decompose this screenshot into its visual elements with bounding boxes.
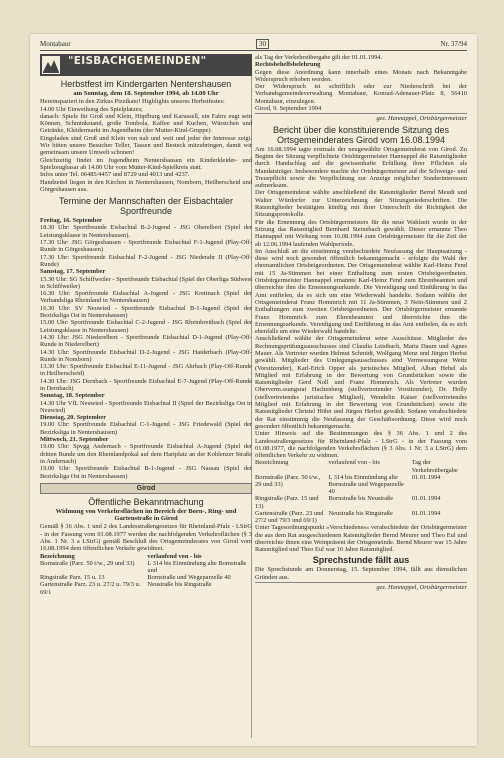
paragraph: Hereinspaziert in den Zirkus Pizzikato! Highlights unseres Herbstfestes:: [40, 98, 225, 106]
emblem-icon: [42, 56, 60, 74]
header-page-number: 30: [256, 39, 269, 49]
fixture: 19.00 Uhr: Sportfreunde Eisbachtal B-1-Jugend - JSG Nassau (Spiel der Bezirksliga Ost in Nentershausen): [40, 465, 252, 480]
section-banner-title: "EISBACHGEMEINDEN": [68, 55, 207, 67]
article-subtitle-herbstfest: am Sonntag, dem 18. September 1994, ab 14.00 Uhr: [73, 90, 219, 97]
table-cell: Gartenstraße Parz. 23 u. 27/2 u. 79/3 u. 69/1: [40, 581, 141, 596]
fixture: 15.00 Uhr: Sportfreunde Eisbachtal C-2-Jugend - JSG Rheinbreitbach (Spiel der Leistungsklasse in Nentershausen): [40, 319, 252, 334]
table-cell: 01.01.1994: [411, 509, 441, 517]
paragraph: Gemäß § 36 Abs. 1 und 2 des Landesstraßengesetzes für Rheinland-Pfalz - LStrG - in der Fassung vom 01.08.1977 werden die nachfolgenden Verkehrsflächen (§ 3 Abs. 1 Nr. 3 a LStrG) gemäß Beschluß des Ortsgemeinderates von Girod vom 16.08.1994 dem öffentlichen Verkehr gewidmet.: [40, 523, 252, 553]
table-cell: Ringstraße Parz. 15 u. 13: [40, 574, 105, 582]
paragraph: Girod, 9. September 1994: [255, 105, 322, 113]
fixture: 19.00 Uhr: Spvgg Andernach - Sportfreunde Eisbachtal A-Jugend (Spiel der dritten Runde um den Rheinlandpokal auf dem Hartplatz an der Koblenzer Straße in Andernach): [40, 443, 252, 465]
verkehrsflaechen-table: [255, 459, 467, 524]
fixture: 16.30 Uhr: Sportfreunde Eisbachtal A-Jugend - JSG Krettnach (Spiel der Verbandsliga Rheinland in Nentershausen): [40, 290, 252, 305]
table-row: [40, 581, 252, 595]
paragraph: Für die Ernennung des Ortsbürgermeisters für die neue Wahlzeit wurde in der Sitzung das Ratsmitglied Bernhard Steinebach gewählt. Dieser ernannte Theo Hannappel mit Wirkung vom 16.08.1994 zum Ortsbürgermeister für die Zeit der ab 12.06.1994 laufenden Wahlperiode.: [255, 218, 467, 248]
table-header-cell: Tag der Verkehrsübergabe: [411, 459, 458, 474]
article-title-bericht: Bericht über die konstituierende Sitzung des Ortsgemeinderates Girod vom 16.08.1994: [272, 124, 450, 145]
day-heading: Mittwoch, 21. September: [40, 436, 109, 444]
day-heading: Samstag, 17. September: [40, 268, 106, 276]
paragraph: Anschließend wählte der Ortsgemeinderat seine Ausschüsse. Mitglieder des Rechnungsprüfungsausschusses sind Claudia Leistbach, Maria Daum und Agnes Mauer. Als Vertreter wurden Helmut Schmidt, Wolfgang Menz und Jürgen Herbst gewählt. Mitglieder des Umlegungsausschusses sind Vermessungsrat Weitz (Vorsitzender), Karl-Erich Opper als juristisches Mitglied, Alban Hebel als Mitglied mit Erfahrung in der Bewertung von Grundstücken sowie die Ratsmitglieder Gerd Noll und Franz Hommrich. Als Vertreter wurden Oberverm.ssungsrat Hachenberg (stellvertretender Vorsitzender), Dr. Holly (stellvertretendes juristisches Mitglied), Wendelin Kaiser (stellvertretendes Mitglied mit Erfahrung in der Bewertung von Grundstücken) sowie die Ratsmitglieder Christel Höhn und Jürgen Herbst gewählt. Sodann verabschiedete der Rat einstimmig die Neufassung der Geschäftsordnung. Diese wird noch gesondert öffentlich bekanntgemacht.: [255, 335, 467, 430]
paragraph: Die Sprechstunde am Donnerstag, 15. September 1994, fällt aus dienstlichen Gründen aus.: [255, 566, 467, 581]
fixture: 13.30 Uhr: Sportfreunde Eisbachtal E-11-Jugend - JSG Ahrbach (Play-Off-Runde in Heilberscheid): [40, 363, 252, 378]
left-column: [40, 54, 252, 596]
table-row: [255, 495, 467, 509]
table-row: [255, 510, 467, 524]
table-cell: Bornstraße (Parz. 50 t/w., 29 und 33): [40, 559, 135, 567]
fixture: 19.00 Uhr: Sportfreunde Eisbachtal C-1-Jugend - JSG Friedewald (Spiel der Bezirksliga in Nentershausen): [40, 421, 252, 436]
fixture: 14.30 Uhr: JSG Dernbach - Sportfreunde Eisbachtal E-7-Jugend (Play-Off-Runde in Dernbach): [40, 377, 252, 392]
widmung-table: [40, 553, 252, 596]
table-cell: Gartenstraße (Parz. 23 und 27/2 und 79/3 und 69/1): [255, 509, 324, 525]
paragraph: Gegen diese Anordnung kann innerhalb eines Monats nach Bekanntgabe Widerspruch erhoben werden.: [255, 68, 467, 83]
rechtsbehelf-heading: Rechtsbehelfsbelehrung: [255, 61, 321, 69]
section-bar-girod: Girod: [40, 483, 252, 494]
paragraph: Eingeladen sind Groß und Klein von nah und weit und jeder der Interesse zeigt. Wir bitten unsere Besucher Teller, Tassen und Besteck mitzubringen, damit wir gemeinsam unsere Umwelt schonen!: [40, 134, 252, 157]
paragraph: 14.00 Uhr Einweihung des Spielplatzes;: [40, 105, 143, 113]
table-cell: L 314 bis Einmündung alte Bornstraße und Wegeparzelle 40: [328, 473, 404, 496]
table-header-cell: verlaufend von - bis: [328, 459, 380, 467]
article-title-termine: Termine der Mannschaften der Eisbachtaler Sportfreunde: [58, 196, 234, 217]
paragraph: danach: Spiele für Groß und Klein, Hüpfburg und Karussell, ein Fahrz eugt sein Können, Schminkstand, große Tombola, Kaffee und Kuchen, Würstchen und Getränke, Kleidermarkt im Jugendheim (der Mutter-Kind-Gruppe): [40, 112, 252, 135]
fixture: 16.30 Uhr: SV Neuwied - Sportfreunde Eisbachtal B-1-Jugend (Spiel der Bezirksliga Ost in Nentershausen): [40, 304, 252, 320]
table-cell: Ringstraße (Parz. 15 und 13): [255, 495, 319, 510]
table-cell: L 314 bis Einmündung alte Bornstraße und: [147, 559, 247, 575]
right-column: [255, 54, 467, 591]
paragraph: Infos unter Tel. 06485/4457 und 8729 und 4013 und 4237.: [40, 171, 190, 179]
table-cell: 01.01.1994: [411, 473, 441, 481]
table-cell: Neustraße bis Ringstraße: [328, 509, 393, 517]
table-row: [255, 474, 467, 496]
signature-line: gez. Hannappel, Ortsbürgermeister: [255, 113, 467, 122]
article-subtitle-bekanntmachung: Widmung von Verkehrsflächen im Bereich der Born-, Ring- und Gartenstraße in Girod: [55, 507, 237, 523]
fixture: 14.30 Uhr VfL Neuwied - Sportfreunde Eisbachtal II (Spiel der Bezirksliga Ost in Neuwied): [40, 399, 252, 414]
table-cell: Bornstraße (Parz. 50 t/w., 29 und 33): [255, 473, 321, 489]
paragraph: Handzettel liegen in den Kirchen in Nentershausen, Nomborn, Heilberscheid und Görgeshausen aus.: [40, 178, 252, 193]
fixture: 15.30 Uhr: SG Schiffweiler - Sportfreunde Eisbachtal (Spiel der Oberliga Südwest in Schiffweiler): [40, 275, 252, 290]
paragraph: Gleichzeitig findet im Jugendheim Nentershausen ein Kinderkleider- und Spielzeugbasar ab 14.00 Uhr vom Mutter-Kind-Spielkreis statt.: [40, 156, 252, 171]
table-cell: 01.01.1994: [411, 495, 441, 503]
table-cell: Bornstraße und Wegeparzelle 40: [147, 574, 231, 582]
fixture: 14.30 Uhr: JSG Niederelbert - Sportfreunde Eisbachtal D-1-Jugend (Play-Off-Runde in Niederelbert): [40, 333, 252, 349]
day-heading: Freitag, 16. September: [40, 217, 102, 225]
article-title-herbstfest: Herbstfest im Kindergarten Nentershausen: [60, 79, 232, 89]
newspaper-page: [30, 34, 477, 746]
header-town: Montabaur: [40, 40, 71, 48]
fixture: 17.30 Uhr: JSG Görgeshausen - Sportfreunde Eisbachtal F-1-Jugend (Play-Off-Runde in Görgeshausen): [40, 239, 252, 254]
table-header-row: [40, 553, 252, 560]
fixture: 14.30 Uhr: Sportfreunde Eisbachtal D-2-Jugend - JSG Haiderbach (Play-Off-Runde in Nomborn): [40, 348, 252, 363]
article-title-bekanntmachung: Öffentliche Bekanntmachung: [88, 496, 204, 507]
article-title-sprechstunde: Sprechstunde fällt aus: [312, 555, 410, 566]
paragraph: Unter Tagesordnungspunkt »Verschiedenes« verabschiedete der Ortsbürgermeister die aus dem Rat ausgeschiedenen Ratsmitglieder Bernd Meurer und Theo Eul und überreichte ihnen eine Weinpräsent der Ortsgemeinde. Bernd Meurer war 15 Jahre Ratsmitglied und Theo Eul war 10 Jahre Ratsmitglied.: [255, 524, 467, 554]
fixture: 18.30 Uhr: Sportfreunde Eisbachtal B-2-Jugend - JSG Oberelbert (Spiel der Leistungsklasse in Nentershausen).: [40, 224, 252, 239]
paragraph: als Tag der Verkehrsübergabe gilt der 01.01.1994.: [255, 54, 383, 61]
table-header-cell: verlaufend von - bis: [147, 552, 202, 560]
table-header-row: [255, 459, 467, 473]
section-banner: [40, 54, 252, 76]
day-heading: Sonntag, 18. September: [40, 392, 105, 400]
fixture: 17.30 Uhr: Sportfreunde Eisbachtal F-2-Jugend - JSG Niederahr II (Play-Off-Runde): [40, 253, 252, 268]
paragraph: Am 16.08.1994 tagte erstmals der neugewählte Ortsgemeinderat von Girod. Zu Beginn der Sitzung verpflichtete Ortsbürgermeister Hannappel die Ratsmitglieder durch Handschlag auf die gewissenhafte Erfüllung ihrer Pflichten als Mandatsträger. Insbesondere machte der Ortsbürgermeister auf die Schweige- und Treuepflicht sowie die Verpflichtung zur Anzeige möglicher Sonderinteressen aufmerksam.: [255, 145, 467, 190]
table-row: [40, 560, 252, 574]
table-header-cell: Bezeichnung: [255, 459, 289, 467]
paragraph: Der Widerspruch ist schriftlich oder zur Niederschrift bei der Verbandsgemeindeverwaltung Montabaur, Konrad-Adenauer-Platz 8, 56410 Montabaur, einzulegen.: [255, 83, 467, 105]
paragraph: Der Ortsgemeinderat wählte anschließend die Ratsmitglieder Bernd Meudt und Walter Würdorfer zur Unterzeichnung der Sitzungsniederschriften. Die Ratsmitglieder bestätigten künftig mit ihrer Unterschrift die Richtigkeit der Sitzungsprotokolle.: [255, 189, 467, 219]
table-header-cell: Bezeichnung: [40, 552, 75, 560]
table-cell: Neustraße bis Ringstraße: [147, 581, 212, 589]
header-rule: [40, 50, 467, 51]
table-row: [40, 574, 252, 581]
signature-line: gez. Hannappel, Ortsbürgermeister: [255, 582, 467, 591]
paragraph: Unter Hinweis auf die Bestimmungen des § 36 Abs. 1 und 2 des Landesstraßengesetzes für Rheinland-Pfalz - LStrG - in der Fassung vom 01.08.1977, die nachfolgenden Verkehrsflächen (§ 3 Abs. 1 Nr. 3 a LStrG) dem öffentlichen Verkehr zu widmen.: [255, 430, 467, 460]
day-heading: Dienstag, 20. September: [40, 414, 107, 422]
paragraph: Im Anschluß an die einstimmig verabschiedete Neufassung der Hauptsatzung - diese wird noch gesondert öffentlich bekanntgemacht - erfolgte die Wahl der ehrenamtlichen Ortsbeigeordneten. Der Ortsgemeinderat wählte Karl-Heinz Fend mit 15 Ja-Stimmen bei einer Enthaltung zum ersten Ortsbeigeordneten. Ortsbürgermeister Hannappel ernannte Karl-Heinz Fend zum Ehrenbeamten und überreichte ihm die Ernennungsurkunde. Die Vereidigung und Einführung in das Amt entfielen, da es sich um eine Wiederwahl handelte. Sodann wählte der Ortsgemeinderat Franz Hommrich mit 11 Ja-Stimmen, 3 Nein-Stimmen und 2 Enthaltungen zum zweiten Ortsbeigeordneten. Der Ortsbürgermeister ernannte Franz Hommrich zum Ehrenbeamten und überreichte ihm die Ernennungsurkunde. Vereidigung und Einführung in das Amt entfielen, da es sich ebenfalls um eine Wiederwahl handelte.: [255, 247, 467, 336]
table-cell: Bornstraße bis Neustraße: [328, 495, 394, 503]
header-issue: Nr. 37/94: [440, 40, 467, 48]
